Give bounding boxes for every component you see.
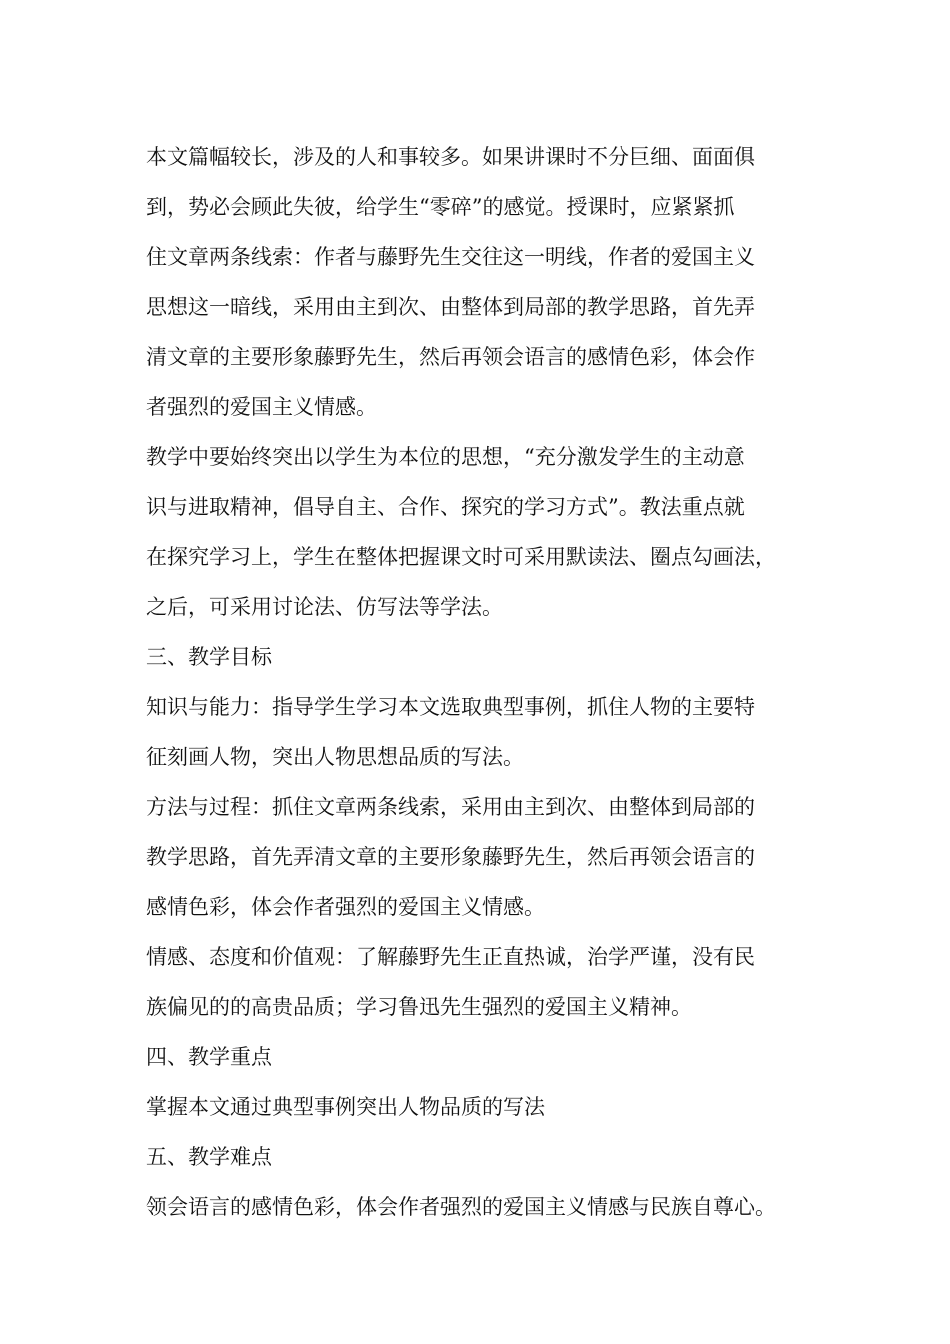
text-line: 到，势必会顾此失彼，给学生“零碎”的感觉。授课时，应紧紧抓	[146, 195, 735, 219]
heading-text: 四、教学重点	[146, 1045, 272, 1069]
section-heading-objectives	[146, 632, 836, 682]
heading-text: 三、教学目标	[146, 645, 272, 669]
text-line: 征刻画人物，突出人物思想品质的写法。	[146, 745, 524, 769]
section-heading-difficulties	[146, 1132, 836, 1182]
text-line: 思想这一暗线，采用由主到次、由整体到局部的教学思路，首先弄	[146, 295, 755, 319]
paragraph-lesson-approach	[146, 132, 836, 432]
text-line: 清文章的主要形象藤野先生，然后再领会语言的感情色彩，体会作	[146, 345, 755, 369]
text-line: 方法与过程：抓住文章两条线索，采用由主到次、由整体到局部的	[146, 795, 755, 819]
paragraph-knowledge-ability	[146, 682, 836, 782]
paragraph-difficulty	[146, 1182, 836, 1232]
text-line: 感情色彩，体会作者强烈的爱国主义情感。	[146, 895, 545, 919]
paragraph-teaching-method	[146, 432, 836, 632]
text-line: 领会语言的感情色彩，体会作者强烈的爱国主义情感与民族自尊心。	[146, 1195, 776, 1219]
heading-text: 五、教学难点	[146, 1145, 272, 1169]
paragraph-method-process	[146, 782, 836, 932]
section-heading-key-points	[146, 1032, 836, 1082]
text-line: 住文章两条线索：作者与藤野先生交往这一明线，作者的爱国主义	[146, 245, 755, 269]
paragraph-emotion-values	[146, 932, 836, 1032]
document-body	[146, 132, 836, 1232]
text-line: 掌握本文通过典型事例突出人物品质的写法	[146, 1095, 545, 1119]
paragraph-key-point	[146, 1082, 836, 1132]
text-line: 族偏见的的高贵品质；学习鲁迅先生强烈的爱国主义精神。	[146, 995, 692, 1019]
text-line: 识与进取精神，倡导自主、合作、探究的学习方式”。教法重点就	[146, 495, 745, 519]
text-line: 情感、态度和价值观：了解藤野先生正直热诚，治学严谨，没有民	[146, 945, 755, 969]
text-line: 者强烈的爱国主义情感。	[146, 395, 377, 419]
text-line: 之后，可采用讨论法、仿写法等学法。	[146, 595, 503, 619]
text-line: 教学思路，首先弄清文章的主要形象藤野先生，然后再领会语言的	[146, 845, 755, 869]
text-line: 知识与能力：指导学生学习本文选取典型事例，抓住人物的主要特	[146, 695, 755, 719]
text-line: 本文篇幅较长，涉及的人和事较多。如果讲课时不分巨细、面面俱	[146, 145, 755, 169]
text-line: 在探究学习上，学生在整体把握课文时可采用默读法、圈点勾画法，	[146, 545, 776, 569]
text-line: 教学中要始终突出以学生为本位的思想，“充分激发学生的主动意	[146, 445, 745, 469]
